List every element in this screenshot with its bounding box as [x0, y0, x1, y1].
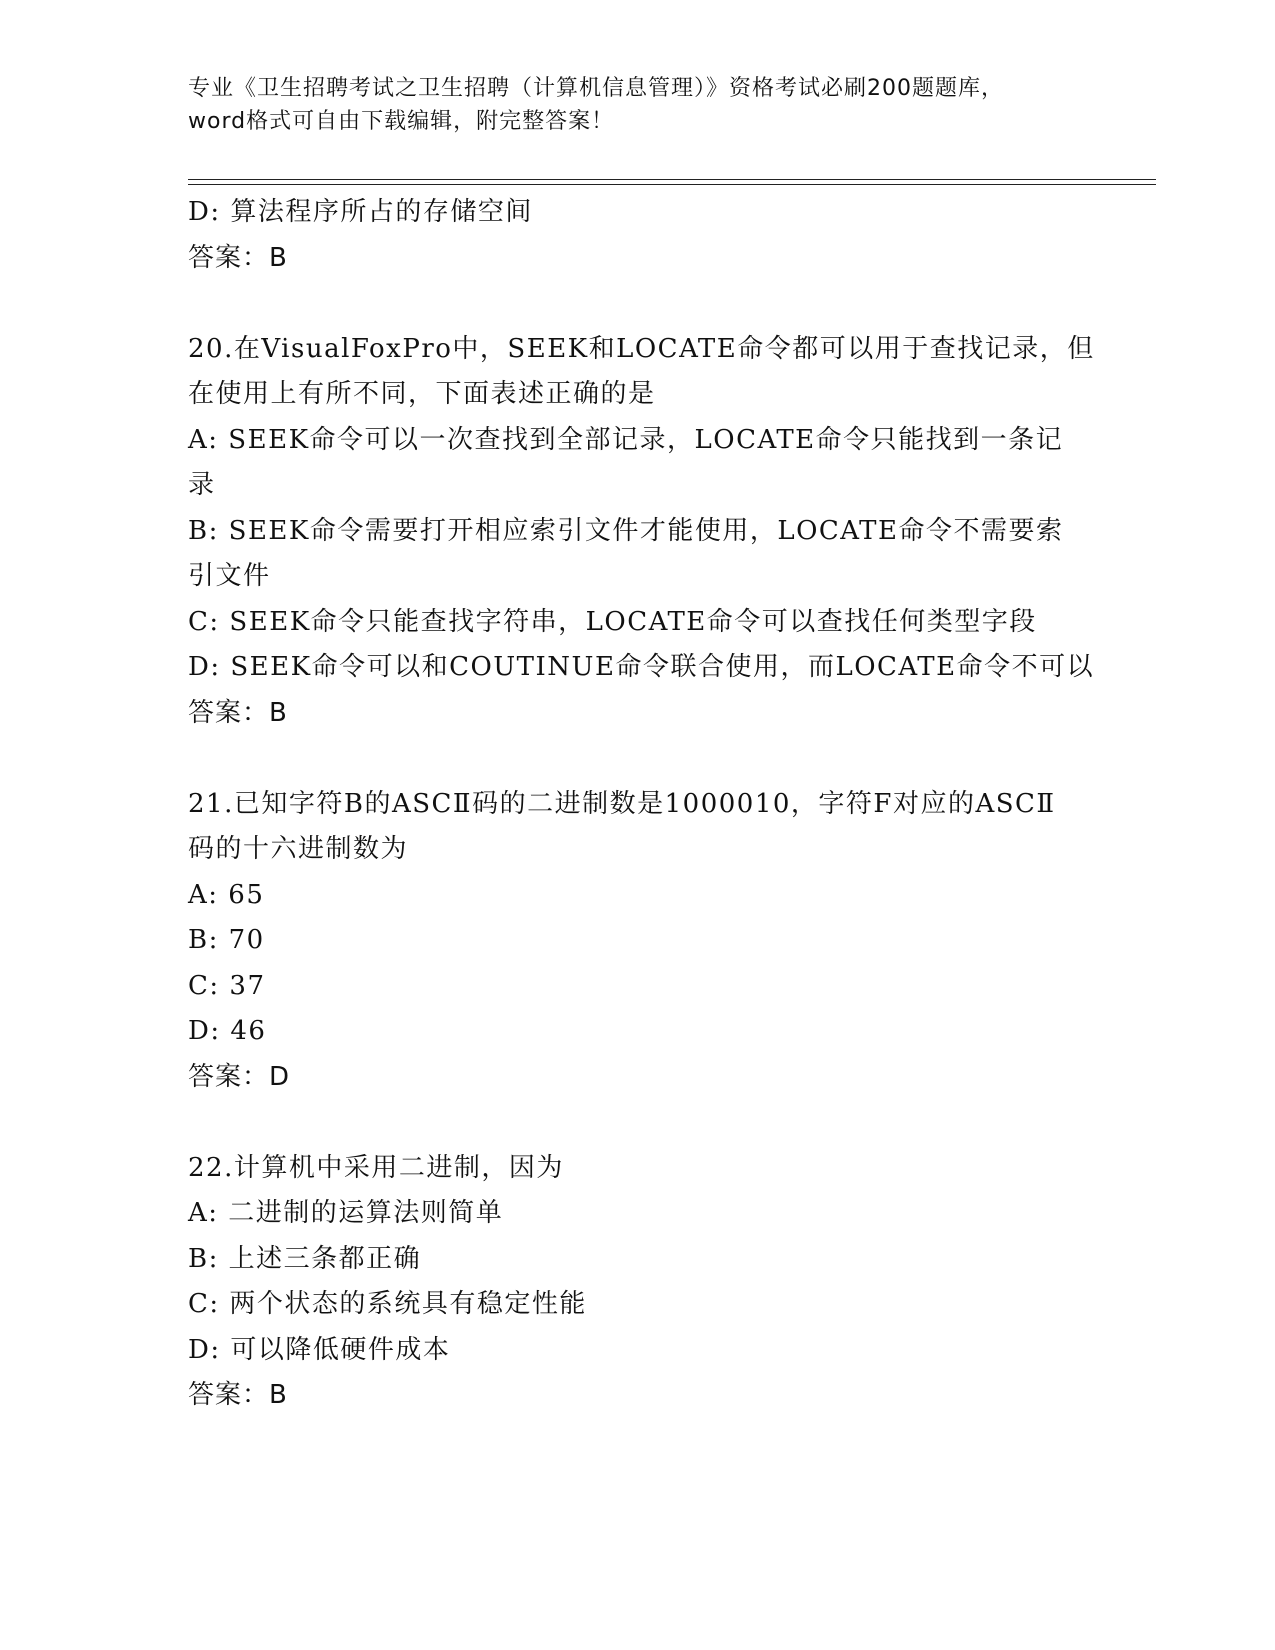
- question-block: [188, 782, 1088, 1101]
- question-text-line: A: SEEK命令可以一次查找到全部记录，LOCATE命令只能找到一条记: [188, 424, 1064, 455]
- question-text-line: 在使用上有所不同，下面表述正确的是: [188, 379, 656, 409]
- question-text-line: D: 46: [188, 1016, 267, 1046]
- question-text-line: D: 算法程序所占的存储空间: [188, 197, 533, 227]
- question-text-line: 22.计算机中采用二进制，因为: [188, 1152, 564, 1183]
- question-text-line: 21.已知字符B的ASCⅡ码的二进制数是1000010，字符F对应的ASCⅡ: [188, 788, 1056, 819]
- answer-line: 答案：B: [188, 242, 288, 273]
- question-text-line: D: 可以降低硬件成本: [188, 1334, 451, 1365]
- answer-line: 答案：D: [188, 1061, 291, 1092]
- question-text-line: B: SEEK命令需要打开相应索引文件才能使用，LOCATE命令不需要索: [188, 515, 1064, 546]
- block-spacer: [188, 736, 1088, 782]
- question-text-line: C: 两个状态的系统具有稳定性能: [188, 1289, 587, 1319]
- question-block: [188, 327, 1095, 737]
- block-spacer: [188, 281, 1088, 327]
- question-text-line: B: 70: [188, 925, 265, 955]
- header-title-line-1: 专业《卫生招聘考试之卫生招聘（计算机信息管理）》资格考试必刷200题题库，: [188, 76, 1004, 101]
- question-text-line: C: 37: [188, 970, 266, 1001]
- answer-line: 答案：B: [188, 1380, 288, 1410]
- question-text-line: 录: [188, 470, 216, 500]
- document-header: [188, 72, 1088, 138]
- question-text-line: A: 65: [188, 879, 265, 910]
- question-text-line: 引文件: [188, 561, 271, 591]
- header-title-line-2: word格式可自由下载编辑，附完整答案！: [188, 109, 615, 134]
- question-block: [188, 1146, 1088, 1419]
- question-text-line: C: SEEK命令只能查找字符串，LOCATE命令可以查找任何类型字段: [188, 606, 1037, 637]
- question-text-line: D: SEEK命令可以和COUTINUE命令联合使用，而LOCATE命令不可以: [188, 652, 1095, 682]
- question-text-line: 20.在VisualFoxPro中，SEEK和LOCATE命令都可以用于查找记录，但: [188, 333, 1095, 364]
- question-list: [188, 190, 1095, 1419]
- question-text-line: B: 上述三条都正确: [188, 1243, 422, 1274]
- block-spacer: [188, 1100, 1088, 1146]
- header-divider-top: [188, 179, 1156, 180]
- answer-line: 答案：B: [188, 697, 288, 728]
- question-text-line: A: 二进制的运算法则简单: [188, 1198, 504, 1228]
- header-divider-bottom: [188, 184, 1156, 185]
- question-block: [188, 190, 1088, 281]
- question-text-line: 码的十六进制数为: [188, 834, 409, 864]
